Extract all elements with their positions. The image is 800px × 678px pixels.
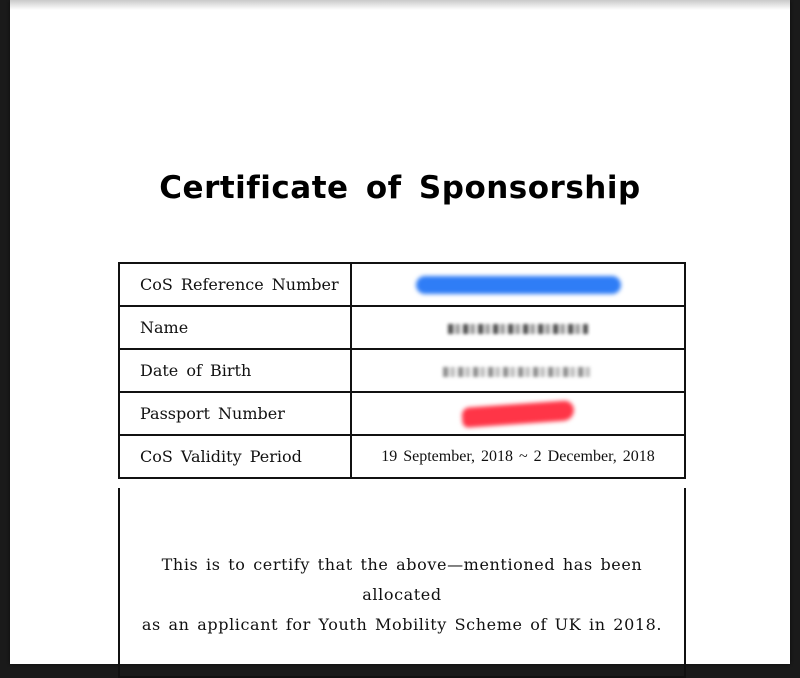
name-value — [351, 306, 685, 349]
document-title: Certificate of Sponsorship — [159, 170, 641, 206]
sponsorship-details-table — [118, 262, 686, 479]
table-row — [119, 392, 685, 435]
redaction-mark — [416, 276, 621, 294]
cos-validity-value: 19 September, 2018 ~ 2 December, 2018 — [351, 435, 685, 478]
document-page — [10, 0, 790, 664]
table-row — [119, 306, 685, 349]
statement-line-1: This is to certify that the above—mentioned has been allocated — [161, 555, 643, 604]
statement-line-2: as an applicant for Youth Mobility Scheme of UK in 2018. — [141, 615, 663, 634]
table-row — [119, 435, 685, 478]
cos-validity-label: CoS Validity Period — [119, 435, 351, 478]
table-row — [119, 263, 685, 306]
redaction-mark — [461, 400, 574, 428]
name-label: Name — [119, 306, 351, 349]
passport-number-label: Passport Number — [119, 392, 351, 435]
table-row — [119, 349, 685, 392]
date-of-birth-label: Date of Birth — [119, 349, 351, 392]
redaction-mark — [448, 324, 588, 334]
page-top-shadow — [10, 0, 790, 10]
certification-statement-box — [118, 488, 686, 678]
date-of-birth-value — [351, 349, 685, 392]
cos-reference-value — [351, 263, 685, 306]
certification-statement — [120, 550, 684, 640]
cos-reference-label: CoS Reference Number — [119, 263, 351, 306]
redaction-mark — [443, 367, 593, 377]
passport-number-value — [351, 392, 685, 435]
